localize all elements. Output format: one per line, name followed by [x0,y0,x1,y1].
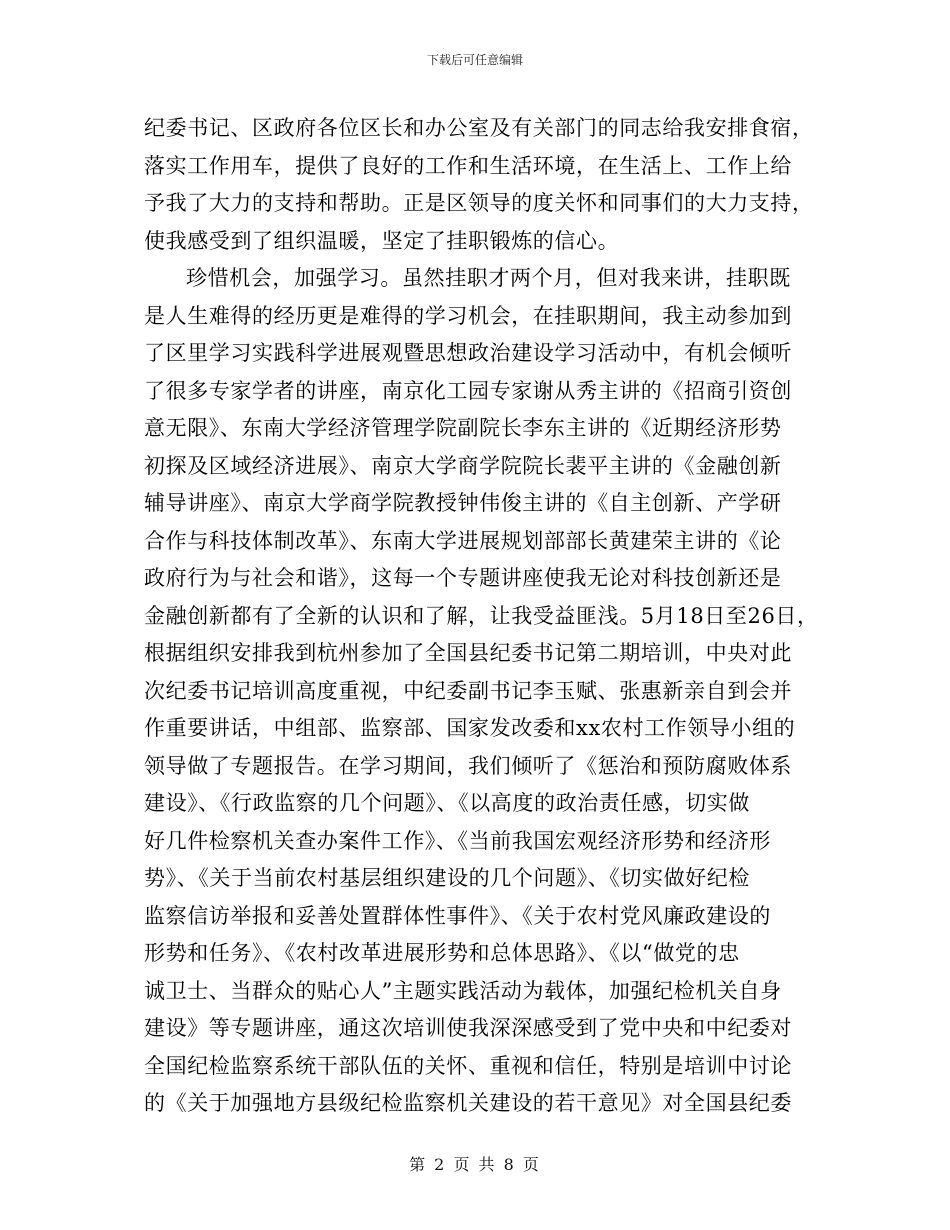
text-line: 监察信访举报和妥善处置群体性事件》、《关于农村党风廉政建设的 [144,903,771,928]
page-number-footer: 第 2 页 共 8 页 [409,1155,541,1174]
text-line: 金融创新都有了全新的认识和了解，让我受益匪浅。5月18日至26日， [144,603,819,628]
text-line: 全国纪检监察系统干部队伍的关怀、重视和信任，特别是培训中讨论 [144,1053,792,1078]
text-line: 意无限》、东南大学经济管理学院副院长李东主讲的《近期经济形势 [144,416,782,440]
text-line: 领导做了专题报告。在学习期间，我们倾听了《惩治和预防腐败体系 [144,753,792,778]
text-line: 政府行为与社会和谐》，这每一个专题讲座使我无论对科技创新还是 [144,566,782,590]
text-line: 建设》、《行政监察的几个问题》、《以高度的政治责任感，切实做 [144,791,750,815]
text-line: 合作与科技体制改革》、东南大学进展规划部部长黄建荣主讲的《论 [144,528,782,553]
text-line: 初探及区域经济进展》、南京大学商学院院长裴平主讲的《金融创新 [144,453,782,478]
page-header: 下载后可任意编辑 [426,53,523,67]
text-line: 纪委书记、区政府各位区长和办公室及有关部门的同志给我安排食宿， [144,116,814,140]
text-line: 的《关于加强地方县级纪检监察机关建设的若干意见》对全国县纪委 [144,1091,792,1115]
text-line: 作重要讲话，中组部、监察部、国家发改委和xx农村工作领导小组的 [144,716,796,740]
text-line: 予我了大力的支持和帮助。正是区领导的度关怀和同事们的大力支持， [144,191,814,215]
text-line: 是人生难得的经历更是难得的学习机会，在挂职期间，我主动参加到 [144,303,792,328]
text-line: 了很多专家学者的讲座，南京化工园专家谢从秀主讲的《招商引资创 [144,378,792,403]
text-line: 诚卫士、当群众的贴心人”主题实践活动为载体，加强纪检机关自身 [144,978,782,1003]
text-line: 使我感受到了组织温暖，坚定了挂职锻炼的信心。 [144,228,620,253]
text-line: 落实工作用车，提供了良好的工作和生活环境，在生活上、工作上给 [144,153,792,178]
paragraph-start-line: 珍惜机会，加强学习。虽然挂职才两个月，但对我来讲，挂职既 [186,266,791,290]
text-line: 次纪委书记培训高度重视，中纪委副书记李玉赋、张惠新亲自到会并 [144,678,792,703]
body-text [144,110,819,1123]
text-line: 形势和任务》、《农村改革进展形势和总体思路》、《以“做党的忠 [144,941,740,965]
text-line: 根据组织安排我到杭州参加了全国县纪委书记第二期培训，中央对此 [144,641,792,665]
text-line: 建设》等专题讲座，通这次培训使我深深感受到了党中央和中纪委对 [144,1016,792,1040]
text-line: 好几件检察机关查办案件工作》、《当前我国宏观经济形势和经济形 [144,828,771,853]
text-line: 势》、《关于当前农村基层组织建设的几个问题》、《切实做好纪检 [144,866,750,890]
text-line: 了区里学习实践科学进展观暨思想政治建设学习活动中，有机会倾听 [144,341,792,365]
text-line: 辅导讲座》、南京大学商学院教授钟伟俊主讲的《自主创新、产学研 [144,491,782,515]
